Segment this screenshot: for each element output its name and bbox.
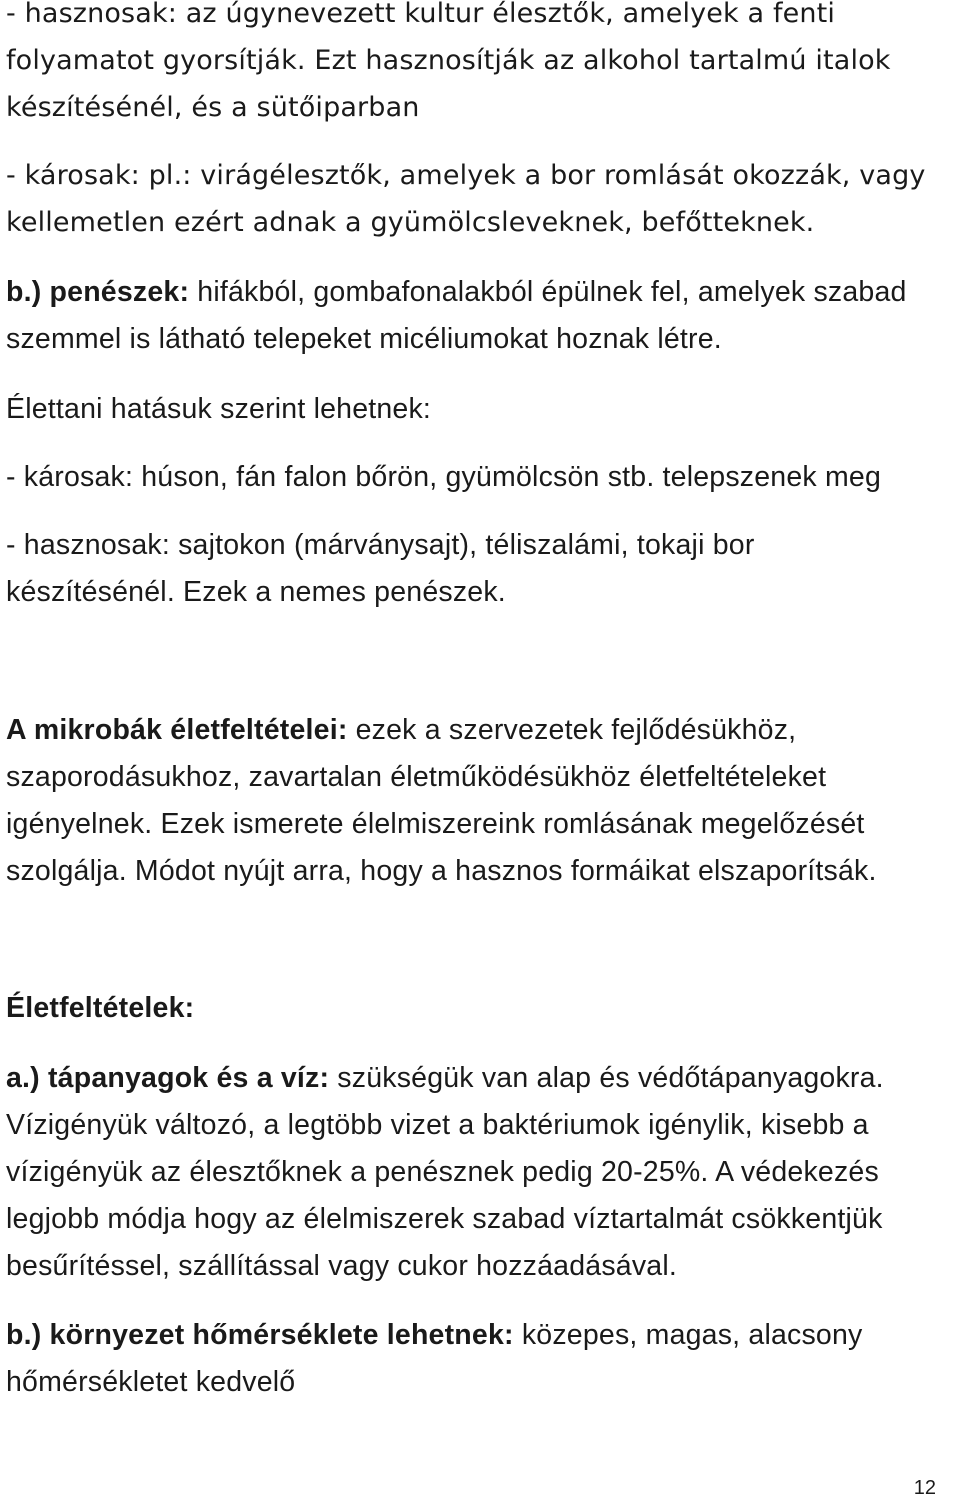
text-line: szolgálja. Módot nyújt arra, hogy a hasznos formáikat elszaporítsák. [6,855,877,887]
text-line: Vízigényük változó, a legtöbb vizet a baktériumok igénylik, kisebb a [6,1109,869,1141]
conditions-intro-heading: A mikrobák életfeltételei: [6,714,348,746]
conditions-intro-paragraph [6,707,954,895]
condition-a-paragraph [6,1055,954,1290]
text-line: - károsak: húson, fán falon bőrön, gyümölcsön stb. telepszenek meg [6,461,882,493]
text-line: - károsak: pl.: virágélesztők, amelyek a bor romlását okozzák, vagy [6,160,926,191]
text-line: készítésénél, és a sütőiparban [6,92,420,123]
text-line: legjobb módja hogy az élelmiszerek szabad víztartalmát csökkentjük [6,1203,883,1235]
text-line [6,1312,954,1359]
text-line: folyamatot gyorsítják. Ezt hasznosítják az alkohol tartalmú italok [6,45,891,76]
molds-physiological-label [6,386,954,433]
text-line: szemmel is látható telepeket micéliumokat hoznak létre. [6,323,722,355]
text-line [6,1055,954,1102]
yeast-harmful-paragraph [6,152,954,246]
text-line: szaporodásukhoz, zavartalan életműködésükhöz életfeltételeket [6,761,827,793]
text-span: szükségük van alap és védőtápanyagokra. [329,1062,884,1094]
text-line: - hasznosak: az úgynevezett kultur élesztők, amelyek a fenti [6,0,836,29]
text-span: hifákból, gombafonalakból épülnek fel, amelyek szabad [189,276,907,308]
condition-b-paragraph [6,1312,954,1406]
condition-b-heading: b.) környezet hőmérséklete lehetnek: [6,1319,514,1351]
text-line [6,985,954,1032]
text-line: vízigényük az élesztőknek a penésznek pedig 20-25%. A védekezés [6,1156,879,1188]
text-line: besűrítéssel, szállítással vagy cukor hozzáadásával. [6,1250,677,1282]
molds-heading: b.) penészek: [6,276,190,308]
text-line [6,707,954,754]
text-line: készítésénél. Ezek a nemes penészek. [6,576,506,608]
text-line: Élettani hatásuk szerint lehetnek: [6,393,432,425]
text-span: ezek a szervezetek fejlődésükhöz, [347,714,797,746]
text-line: kellemetlen ezért adnak a gyümölcsleveknek, befőtteknek. [6,207,815,238]
text-line: - hasznosak: sajtokon (márványsajt), téliszalámi, tokaji bor [6,529,755,561]
page-number: 12 [913,1477,936,1499]
molds-paragraph [6,269,954,363]
molds-useful [6,522,954,616]
text-line [6,269,954,316]
text-span: közepes, magas, alacsony [513,1319,863,1351]
molds-harmful [6,454,954,501]
text-line: hőmérsékletet kedvelő [6,1366,296,1398]
conditions-heading: Életfeltételek: [6,992,195,1024]
condition-a-heading: a.) tápanyagok és a víz: [6,1062,330,1094]
text-line: igényelnek. Ezek ismerete élelmiszereink romlásának megelőzését [6,808,865,840]
yeast-useful-paragraph [6,0,954,131]
conditions-heading-block [6,985,954,1032]
